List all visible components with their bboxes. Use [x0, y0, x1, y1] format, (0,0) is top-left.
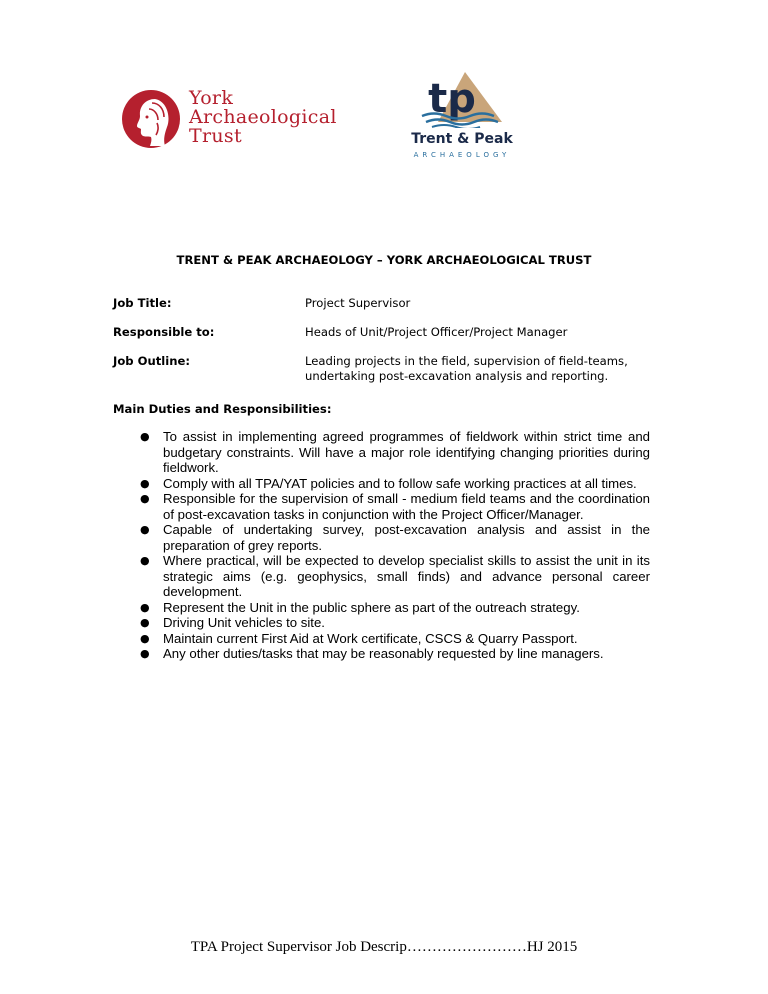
- job-outline-value: Leading projects in the field, supervision of field-teams, undertaking post-excavation analysis and reporting.: [305, 354, 628, 383]
- york-logo-line-3: Trust: [189, 125, 242, 147]
- bullet-icon: ●: [140, 476, 150, 490]
- duty-text: Any other duties/tasks that may be reasonably requested by line managers.: [163, 646, 604, 661]
- duty-item: [140, 615, 650, 631]
- svg-text:tp: tp: [428, 76, 476, 122]
- bullet-icon: ●: [140, 554, 150, 567]
- york-logo-line-1: York: [189, 87, 234, 109]
- responsible-to-value: Heads of Unit/Project Officer/Project Manager: [305, 325, 568, 339]
- duty-item: [140, 429, 650, 476]
- bullet-icon: ●: [140, 616, 150, 629]
- trent-peak-name: Trent & Peak: [411, 131, 513, 147]
- duty-item: [140, 646, 650, 662]
- duties-heading: Main Duties and Responsibilities:: [113, 402, 332, 416]
- duty-text: To assist in implementing agreed programmes of fieldwork within strict time and budgetary constraints. Will have a major role identifying changing priorities during fieldwork.: [163, 429, 650, 475]
- duties-list: [140, 429, 650, 662]
- bullet-icon: ●: [140, 430, 150, 443]
- document-heading: TRENT & PEAK ARCHAEOLOGY – YORK ARCHAEOLOGICAL TRUST: [176, 253, 592, 267]
- duty-item: [140, 522, 650, 553]
- trent-peak-subtitle: ARCHAEOLOGY: [413, 151, 511, 159]
- page-footer: TPA Project Supervisor Job Descrip……………………HJ 2015: [190, 939, 578, 955]
- bullet-icon: ●: [140, 600, 150, 614]
- duty-text: Maintain current First Aid at Work certificate, CSCS & Quarry Passport.: [163, 630, 578, 646]
- bullet-icon: ●: [140, 631, 150, 645]
- duty-text: Where practical, will be expected to develop specialist skills to assist the unit in its strategic aims (e.g. geophysics, small finds) and advance personal career development.: [163, 553, 650, 599]
- york-archaeological-trust-logo: [121, 89, 381, 149]
- duty-text: Comply with all TPA/YAT policies and to follow safe working practices at all times.: [163, 475, 637, 491]
- duty-text: Responsible for the supervision of small - medium field teams and the coordination of post-excavation tasks in conjunction with the Project Officer/Manager.: [163, 491, 650, 522]
- job-title-value: Project Supervisor: [305, 296, 411, 310]
- trent-peak-logo: [400, 70, 525, 165]
- job-title-label: Job Title:: [113, 296, 172, 310]
- bullet-icon: ●: [140, 492, 150, 505]
- duty-item: [140, 600, 650, 616]
- york-head-emblem-icon: [121, 89, 181, 149]
- job-outline-label: Job Outline:: [113, 354, 190, 368]
- york-logo-line-2: Archaeological: [189, 106, 337, 128]
- bullet-icon: ●: [140, 523, 150, 536]
- tp-monogram-icon: [420, 70, 505, 128]
- bullet-icon: ●: [140, 647, 150, 660]
- duty-item: [140, 553, 650, 600]
- duty-item: [140, 491, 650, 522]
- duty-text: Represent the Unit in the public sphere as part of the outreach strategy.: [163, 599, 580, 615]
- duty-item: [140, 631, 650, 647]
- duty-text: Driving Unit vehicles to site.: [163, 615, 325, 630]
- responsible-to-label: Responsible to:: [113, 325, 215, 339]
- duty-item: [140, 476, 650, 492]
- duty-text: Capable of undertaking survey, post-excavation analysis and assist in the preparation of grey reports.: [163, 522, 650, 553]
- york-logo-text: [189, 89, 337, 146]
